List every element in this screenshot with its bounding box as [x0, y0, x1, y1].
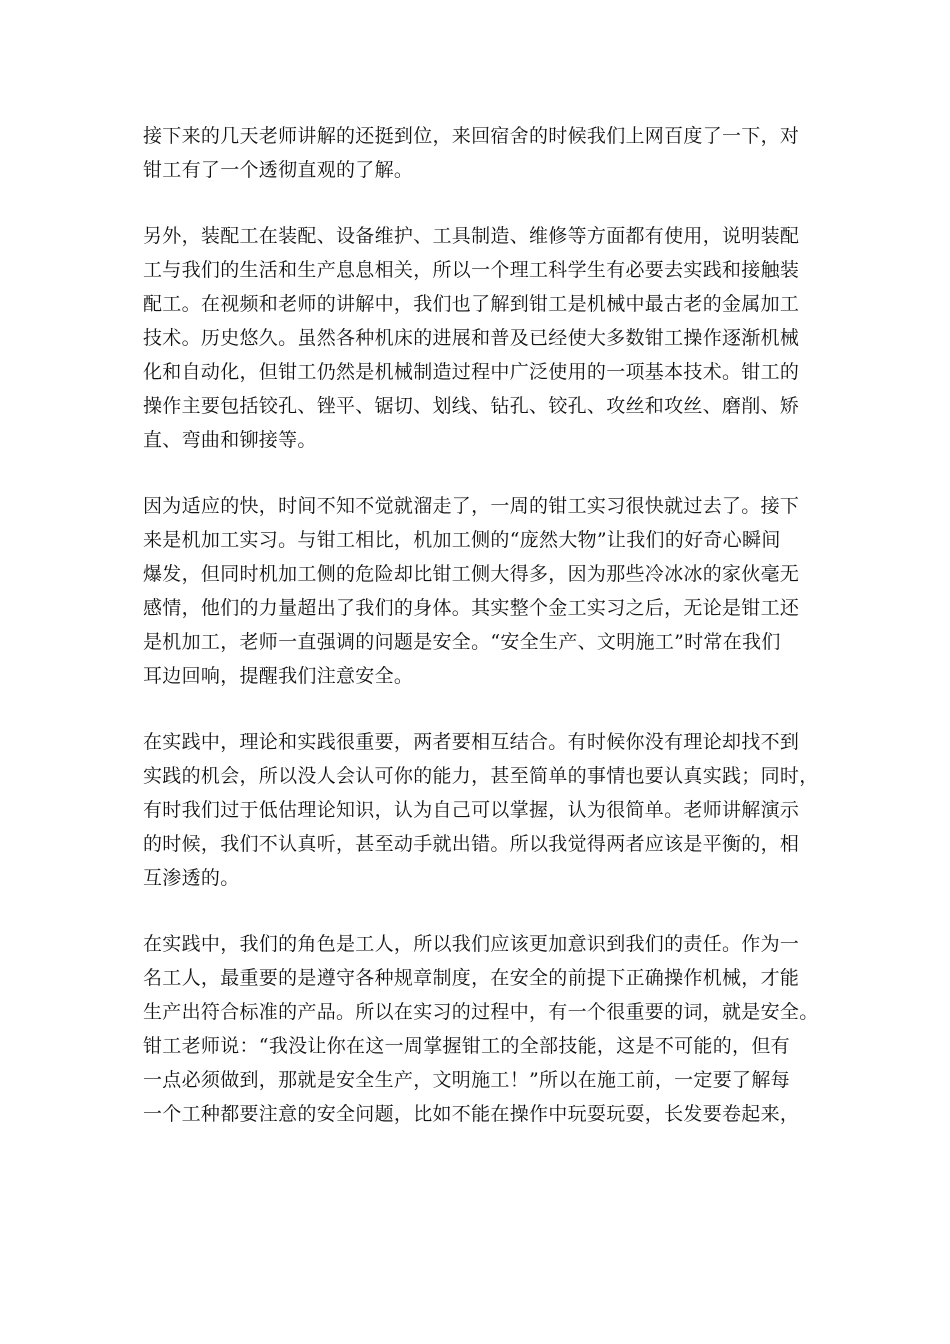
document-body [143, 119, 819, 1163]
text-line: 在实践中，我们的角色是工人，所以我们应该更加意识到我们的责任。作为一 [143, 933, 800, 955]
text-line: 一个工种都要注意的安全问题，比如不能在操作中玩耍玩耍，长发要卷起来， [143, 1103, 800, 1125]
text-line: 爆发，但同时机加工侧的危险却比钳工侧大得多，因为那些冷冰冰的家伙毫无 [143, 563, 800, 585]
text-line: 技术。历史悠久。虽然各种机床的进展和普及已经使大多数钳工操作逐渐机械 [143, 327, 800, 349]
text-line: 另外，装配工在装配、设备维护、工具制造、维修等方面都有使用，说明装配 [143, 225, 800, 247]
text-line: 生产出符合标准的产品。所以在实习的过程中，有一个很重要的词，就是安全。 [143, 1001, 819, 1023]
text-line: 化和自动化，但钳工仍然是机械制造过程中广泛使用的一项基本技术。钳工的 [143, 361, 800, 383]
paragraph [143, 725, 819, 895]
text-line: 钳工有了一个透彻直观的了解。 [143, 159, 414, 181]
paragraph [143, 927, 819, 1131]
text-line: 钳工老师说：“我没让你在这一周掌握钳工的全部技能，这是不可能的，但有 [143, 1035, 790, 1057]
text-line: 因为适应的快，时间不知不觉就溜走了，一周的钳工实习很快就过去了。接下 [143, 495, 800, 517]
paragraph [143, 219, 808, 457]
text-line: 在实践中，理论和实践很重要，两者要相互结合。有时候你没有理论却找不到 [143, 731, 800, 753]
text-line: 耳边回响，提醒我们注意安全。 [143, 665, 414, 687]
paragraph [143, 489, 808, 693]
text-line: 一点必须做到，那就是安全生产，文明施工！”所以在施工前，一定要了解每 [143, 1069, 790, 1091]
text-line: 的时候，我们不认真听，甚至动手就出错。所以我觉得两者应该是平衡的，相 [143, 833, 800, 855]
text-line: 名工人，最重要的是遵守各种规章制度，在安全的前提下正确操作机械，才能 [143, 967, 800, 989]
text-line: 互渗透的。 [143, 867, 240, 889]
text-line: 来是机加工实习。与钳工相比，机加工侧的“庞然大物”让我们的好奇心瞬间 [143, 529, 781, 551]
text-line: 接下来的几天老师讲解的还挺到位，来回宿舍的时候我们上网百度了一下，对 [143, 125, 800, 147]
text-line: 实践的机会，所以没人会认可你的能力，甚至简单的事情也要认真实践；同时， [143, 765, 819, 787]
text-line: 有时我们过于低估理论知识，认为自己可以掌握，认为很简单。老师讲解演示 [143, 799, 800, 821]
text-line: 感情，他们的力量超出了我们的身体。其实整个金工实习之后，无论是钳工还 [143, 597, 800, 619]
text-line: 是机加工，老师一直强调的问题是安全。“安全生产、文明施工”时常在我们 [143, 631, 781, 653]
text-line: 直、弯曲和铆接等。 [143, 429, 317, 451]
paragraph [143, 119, 808, 187]
text-line: 工与我们的生活和生产息息相关，所以一个理工科学生有必要去实践和接触装 [143, 259, 800, 281]
text-line: 配工。在视频和老师的讲解中，我们也了解到钳工是机械中最古老的金属加工 [143, 293, 800, 315]
text-line: 操作主要包括铰孔、锉平、锯切、划线、钻孔、铰孔、攻丝和攻丝、磨削、矫 [143, 395, 800, 417]
